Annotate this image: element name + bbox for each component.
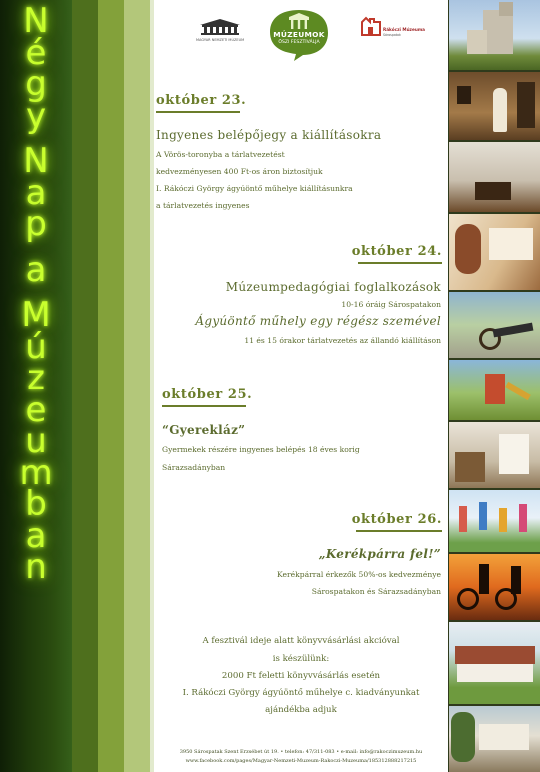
- title-word: [25, 249, 47, 290]
- title-letter: a: [25, 249, 47, 290]
- title-band: [0, 0, 72, 772]
- oct23-line-1: A Vörös-toronyba a tárlatvezetést: [156, 150, 285, 159]
- oct25-line-1: Gyermekek részére ingyenes belépés 18 éves korig: [162, 445, 360, 454]
- title-letter: n: [25, 547, 47, 587]
- oct26-line-1: Kerékpárral érkezők 50%-os kedvezménye: [277, 570, 441, 579]
- title-word: [19, 295, 53, 587]
- festival-line-5: ajándékba adjuk: [265, 705, 337, 715]
- title-letter: g: [25, 64, 47, 104]
- title-letter: N: [23, 1, 49, 41]
- title-letter: M: [21, 295, 51, 335]
- oct23-line-3: I. Rákóczi György ágyúöntő műhelye kiállításunkra: [156, 184, 353, 193]
- oct25-line-2: Sárazsadányban: [162, 463, 226, 472]
- date-underline-26: [356, 530, 442, 532]
- date-oct-23: október 23.: [156, 93, 247, 108]
- festival-line-4: I. Rákóczi György ágyúöntő műhelye c. kiadványunkat: [182, 688, 420, 698]
- title-letter: ú: [25, 326, 47, 367]
- title-letter: p: [25, 204, 47, 244]
- stripe-mid: [98, 0, 124, 772]
- festival-line-3: 2000 Ft feletti könyvvásárlás esetén: [221, 671, 381, 681]
- title-letter: é: [25, 32, 47, 73]
- title-letter: b: [25, 484, 47, 524]
- date-oct-24: október 24.: [351, 244, 442, 259]
- title-letter: e: [25, 389, 47, 430]
- children-writing-photo: [449, 214, 540, 290]
- right-logo-caption: Sárospatak: [383, 33, 401, 37]
- heading-cannon-workshop: Ágyúöntő műhely egy régész szemével: [195, 314, 441, 328]
- jumping-children-photo: [449, 490, 540, 552]
- castle-photo: [449, 0, 540, 70]
- date-oct-26: október 26.: [351, 512, 442, 527]
- old-kitchen-photo: [449, 422, 540, 488]
- poster-title: [0, 1, 72, 772]
- title-letter: a: [25, 515, 47, 556]
- title-letter: z: [27, 358, 45, 398]
- date-underline-24: [358, 262, 442, 264]
- date-oct-25: október 25.: [162, 387, 253, 402]
- festival-line-1: A fesztivál ideje alatt könyvvásárlási akcióval: [202, 636, 400, 646]
- bicycle-sunset-photo: [449, 554, 540, 620]
- cannon-photo: [449, 292, 540, 358]
- oct24-line-2: 11 és 15 órakor tárlatvezetés az állandó kiállításon: [244, 336, 441, 345]
- stripe-light: [124, 0, 150, 772]
- date-underline-23: [156, 111, 240, 113]
- rakoczi-museum-logo-icon: [360, 16, 382, 36]
- title-letter: a: [25, 172, 47, 213]
- oct23-line-2: kedvezményesen 400 Ft-os áron biztosítjuk: [156, 167, 323, 176]
- left-logo-caption: MAGYAR NEMZETI MÚZEUM: [196, 38, 245, 42]
- title-letter: m: [19, 452, 53, 493]
- right-logo-name: Rákóczi Múzeuma: [383, 27, 426, 32]
- heading-museum-pedagogy: Múzeumpedagógiai foglalkozások: [225, 280, 441, 294]
- exhibition-room-photo: [449, 72, 540, 140]
- title-letter: N: [23, 141, 49, 181]
- village-house-photo: [449, 622, 540, 704]
- title-letter: u: [25, 421, 47, 461]
- festival-logo-line1: MÚZEUMOK: [273, 30, 325, 39]
- date-underline-25: [162, 405, 246, 407]
- title-letter: y: [25, 95, 47, 136]
- footer-contact: 3950 Sárospatak Szent Erzsébet út 19. • telefon: 47/311-083 • e-mail: info@rakoczimuzeum.hu: [179, 749, 423, 755]
- heading-gyereklaz: “Gyerekláz”: [162, 423, 246, 437]
- vaulted-hall-photo: [449, 142, 540, 212]
- oct24-line-1: 10-16 óráig Sárospatakon: [341, 300, 441, 309]
- title-word: [23, 141, 49, 244]
- courtyard-photo: [449, 706, 540, 772]
- title-word: [23, 1, 49, 136]
- festival-logo: [268, 8, 330, 62]
- stripe-dark: [72, 0, 98, 772]
- festival-line-2: is készülünk:: [272, 654, 330, 664]
- heading-bicycle: „Kerékpárra fel!”: [318, 547, 441, 561]
- oct23-line-4: a tárlatvezetés ingyenes: [156, 201, 250, 210]
- heading-free-admission: Ingyenes belépőjegy a kiállításokra: [156, 128, 382, 142]
- museum-building-logo: [198, 18, 242, 36]
- festival-logo-line2: ŐSZI FESZTIVÁLJA: [278, 40, 320, 45]
- oct26-line-2: Sárospatakon és Sárazsadányban: [311, 587, 441, 596]
- playground-photo: [449, 360, 540, 420]
- footer-facebook: www.facebook.com/pages/Magyar-Nemzeti-Muzeum-Rakoczi-Muzeuma/185312888217215: [185, 758, 417, 764]
- photo-column: [448, 0, 540, 772]
